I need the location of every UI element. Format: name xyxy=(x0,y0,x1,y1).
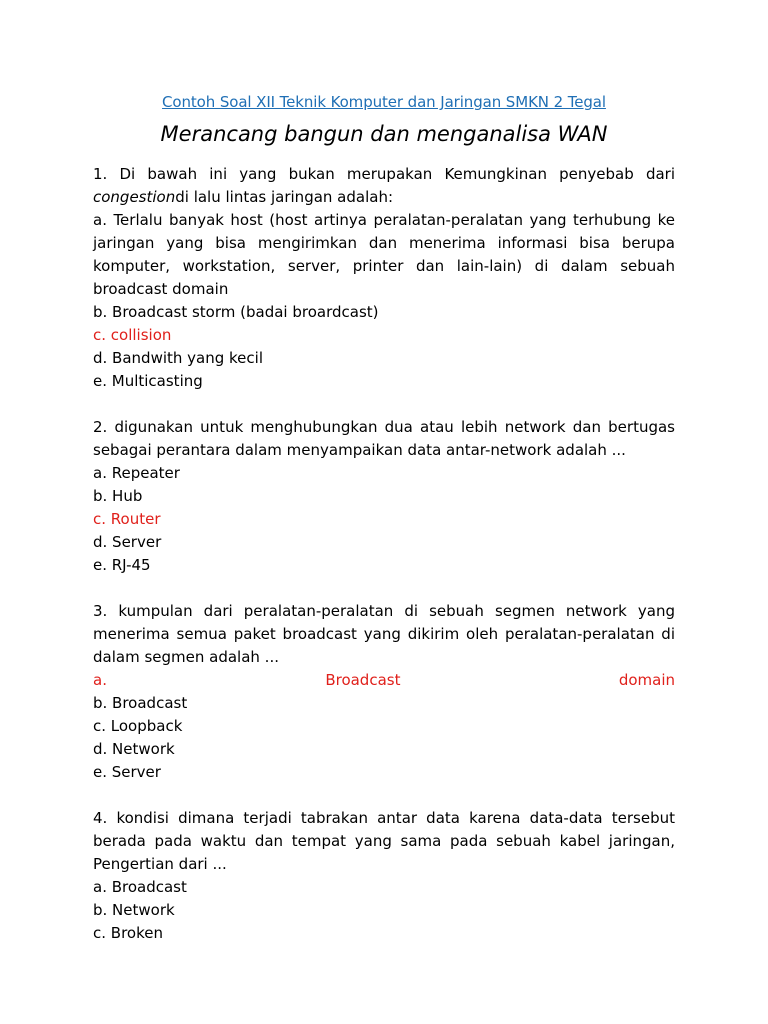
question-1-text-before: 1. Di bawah ini yang bukan merupakan Kemungkinan penyebab dari xyxy=(93,165,675,183)
question-1-option-d: d. Bandwith yang kecil xyxy=(93,349,263,367)
question-4-option-c: c. Broken xyxy=(93,924,163,942)
question-2 xyxy=(93,416,675,577)
question-3-option-a xyxy=(93,669,675,692)
question-3 xyxy=(93,600,675,784)
question-3-option-a-word-1: Broadcast xyxy=(325,671,401,689)
question-3-text: 3. kumpulan dari peralatan-peralatan di sebuah segmen network yang menerima semua paket broadcast yang dikirim oleh peralatan-peralatan di dalam segmen adalah ... xyxy=(93,602,675,666)
question-4-option-b: b. Network xyxy=(93,901,175,919)
question-4-text: 4. kondisi dimana terjadi tabrakan antar data karena data-data tersebut berada pada waktu dan tempat yang sama pada sebuah kabel jaringan, Pengertian dari ... xyxy=(93,809,675,873)
question-3-option-e: e. Server xyxy=(93,763,161,781)
header-link[interactable]: Contoh Soal XII Teknik Komputer dan Jaringan SMKN 2 Tegal xyxy=(162,93,606,111)
question-3-option-a-letter: a. xyxy=(93,671,107,689)
question-2-option-e: e. RJ-45 xyxy=(93,556,151,574)
question-3-option-a-word-2: domain xyxy=(618,671,675,689)
question-3-option-b: b. Broadcast xyxy=(93,694,188,712)
question-2-text: 2. digunakan untuk menghubungkan dua atau lebih network dan bertugas sebagai perantara dalam menyampaikan data antar-network adalah ... xyxy=(93,418,675,459)
question-2-option-a: a. Repeater xyxy=(93,464,180,482)
question-1-option-a: a. Terlalu banyak host (host artinya peralatan-peralatan yang terhubung ke jaringan yang bisa mengirimkan dan menerima informasi bisa berupa komputer, workstation, server, printer dan lain-lain) di dalam sebuah broadcast domain xyxy=(93,211,675,298)
question-3-option-c: c. Loopback xyxy=(93,717,183,735)
question-1-option-b: b. Broadcast storm (badai broardcast) xyxy=(93,303,379,321)
page-title: Merancang bangun dan menganalisa WAN xyxy=(160,122,608,146)
question-1-text xyxy=(93,163,675,209)
question-4 xyxy=(93,807,675,945)
question-2-option-d: d. Server xyxy=(93,533,162,551)
question-1-text-after: di lalu lintas jaringan adalah: xyxy=(175,188,394,206)
document-page xyxy=(93,91,675,968)
question-2-option-c: c. Router xyxy=(93,510,161,528)
question-3-option-d: d. Network xyxy=(93,740,175,758)
question-list xyxy=(93,163,675,945)
question-1-option-e: e. Multicasting xyxy=(93,372,203,390)
question-1-text-em: congestion xyxy=(93,188,176,206)
question-2-option-b: b. Hub xyxy=(93,487,143,505)
question-1-option-c: c. collision xyxy=(93,326,172,344)
question-4-option-a: a. Broadcast xyxy=(93,878,187,896)
question-1 xyxy=(93,163,675,393)
